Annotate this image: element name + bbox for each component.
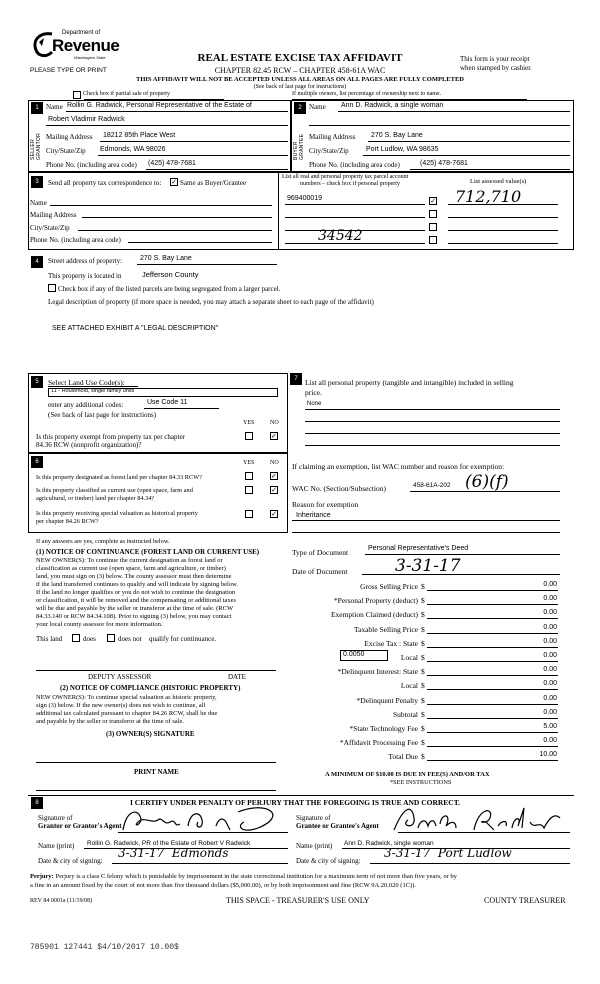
- wac-number[interactable]: 458-61A-202: [413, 482, 451, 489]
- tax-row-currency: $: [421, 667, 425, 676]
- current-use-question-1: Is this property classified as current use (open space, farm and: [36, 487, 193, 494]
- print-name-label: PRINT NAME: [134, 768, 179, 776]
- forest-question: Is this property designated as forest land per chapter 84.33 RCW?: [36, 474, 202, 481]
- personal-property-value[interactable]: None: [307, 401, 322, 407]
- buyer-name[interactable]: Ann D. Radwick, a single woman: [341, 102, 444, 109]
- tax-row-currency: $: [421, 710, 425, 719]
- tax-row-amount[interactable]: 5.00: [543, 723, 557, 730]
- street-label: Street address of property:: [48, 257, 123, 265]
- grantor-date-label: Date & city of signing:: [38, 857, 103, 865]
- tax-row-amount[interactable]: 0.00: [543, 737, 557, 744]
- forest-yes-checkbox[interactable]: [245, 472, 253, 480]
- owner-signature-label: (3) OWNER(S) SIGNATURE: [106, 730, 195, 738]
- tax-row-currency: $: [421, 724, 425, 733]
- historic-no-checkbox[interactable]: ✓: [271, 510, 277, 518]
- section-1-badge: 1: [31, 102, 43, 114]
- section-4-badge: 4: [31, 256, 43, 268]
- seller-name-label: Name: [46, 103, 63, 111]
- parcel-header-1: List all real and personal property tax parcel account: [282, 174, 409, 180]
- tax-row-currency: $: [421, 596, 425, 605]
- s3-phone-label: Phone No. (including area code): [30, 236, 121, 244]
- any-yes-note: If any answers are yes, complete as instructed below.: [36, 538, 170, 545]
- grantee-signature-icon[interactable]: [390, 802, 570, 836]
- receipt-note-1: This form is your receipt: [460, 55, 530, 63]
- tax-row-amount[interactable]: 10.00: [539, 751, 557, 758]
- seller-name-line2[interactable]: Robert Vladimir Radwick: [48, 116, 125, 123]
- compliance-title: (2) NOTICE OF COMPLIANCE (HISTORIC PROPERTY): [60, 684, 241, 692]
- does-not-label: does not: [118, 635, 142, 643]
- parcel-number-2[interactable]: 34542: [318, 228, 363, 244]
- land-use-code[interactable]: 11 - Household, single family units: [51, 388, 135, 394]
- tax-row-label: *Delinquent Interest: State: [337, 667, 418, 676]
- buyer-mailing-label: Mailing Address: [309, 133, 356, 141]
- tax-row-label: *Affidavit Processing Fee: [339, 738, 418, 747]
- tax-row-label: Excise Tax : State: [364, 639, 418, 648]
- additional-codes-label: enter any additional codes:: [48, 401, 124, 409]
- send-correspondence-label: Send all property tax correspondence to:: [48, 179, 162, 187]
- historic-question-2: per chapter 84.26 RCW?: [36, 518, 99, 525]
- continuance-text-2: classification as current use (open space, farm and agriculture, or timber): [36, 565, 226, 572]
- receipt-note-2: when stamped by cashier.: [460, 64, 532, 72]
- logo-state: Washington State: [74, 55, 106, 60]
- additional-codes[interactable]: Use Code 11: [147, 399, 188, 406]
- section-6-badge: 6: [31, 456, 43, 468]
- parcel-header-2: numbers – check box if personal property: [300, 181, 400, 187]
- does-checkbox[interactable]: [72, 634, 80, 642]
- s6-yes-label: YES: [243, 460, 255, 466]
- buyer-phone[interactable]: (425) 478-7681: [420, 160, 468, 167]
- grantor-name[interactable]: Rollin G. Radwick, PR of the Estate of Robert V Radwick: [87, 840, 251, 847]
- compliance-text-3: additional tax calculated pursuant to chapter 84.26 RCW, shall be due: [36, 710, 218, 717]
- tax-row-label: *State Technology Fee: [349, 724, 418, 733]
- tax-row-amount[interactable]: 0.00: [543, 666, 557, 673]
- exempt-question-1: Is this property exempt from property tax per chapter: [36, 433, 185, 441]
- tax-row-currency: $: [421, 696, 425, 705]
- print-note: PLEASE TYPE OR PRINT: [30, 67, 107, 74]
- tax-row-currency: $: [421, 653, 425, 662]
- seller-city-label: City/State/Zip: [46, 147, 86, 155]
- tax-row-amount[interactable]: 0.00: [543, 638, 557, 645]
- logo-name: Revenue: [52, 36, 120, 55]
- perjury-notice: [30, 872, 576, 890]
- county[interactable]: Jefferson County: [142, 270, 199, 279]
- segregated-checkbox[interactable]: [48, 284, 56, 292]
- perjury-text-2: a fine in an amount fixed by the court of not more than five thousand dollars ($5,000.00), or by both imprisonment and fine (RCW 9A.20.020 (1C)).: [30, 882, 417, 889]
- exempt-question-2: 84.36 RCW (nonprofit organization)?: [36, 441, 142, 449]
- assessed-value-1[interactable]: 712,710: [455, 187, 522, 206]
- compliance-text-2: sign (3) below. If the new owner(s) does not wish to continue, all: [36, 702, 206, 709]
- tax-row-currency: $: [421, 681, 425, 690]
- minimum-note: A MINIMUM OF $10.00 IS DUE IN FEE(S) AND/OR TAX: [325, 771, 490, 778]
- exempt-yes-checkbox[interactable]: [245, 432, 253, 440]
- buyer-mailing[interactable]: 270 S. Bay Lane: [371, 132, 423, 139]
- seller-mailing-label: Mailing Address: [46, 133, 93, 141]
- tax-row-label: Taxable Selling Price: [353, 625, 418, 634]
- continuance-text-9: your local county assessor for more information.: [36, 621, 163, 628]
- warning-line: THIS AFFIDAVIT WILL NOT BE ACCEPTED UNLESS ALL AREAS ON ALL PAGES ARE FULLY COMPLETED: [136, 76, 464, 83]
- grantee-name-label: Name (print): [296, 842, 333, 850]
- buyer-grantee-label: BUYER GRANTEE: [293, 133, 305, 160]
- tax-row-currency: $: [421, 738, 425, 747]
- s3-city-label: City/State/Zip: [30, 224, 70, 232]
- personal-property-label-2: price.: [305, 388, 322, 397]
- buyer-city[interactable]: Port Ludlow, WA 98635: [366, 146, 439, 153]
- continuance-title: (1) NOTICE OF CONTINUANCE (FOREST LAND OR CURRENT USE): [36, 548, 260, 556]
- logo-dept: Department of: [62, 30, 101, 36]
- partial-sale-label: Check box if partial sale of property: [83, 91, 170, 97]
- multiple-owners-note: If multiple owners, list percentage of ownership next to name.: [292, 91, 442, 97]
- street-address[interactable]: 270 S. Bay Lane: [140, 255, 192, 262]
- reason-label: Reason for exemption: [292, 500, 359, 509]
- tax-row-label: Gross Selling Price: [360, 582, 418, 591]
- grantee-date-label: Date & city of signing:: [296, 857, 361, 865]
- s6-no-label: NO: [270, 460, 279, 466]
- tax-row-currency: $: [421, 610, 425, 619]
- tax-row-amount[interactable]: 0.00: [543, 581, 557, 588]
- assessed-header: List assessed value(s): [470, 178, 527, 185]
- personal-property-label-1: List all personal property (tangible and intangible) included in selling: [305, 378, 514, 387]
- recording-stamp: 785901 127441 $4/10/2017 10.00$: [30, 943, 179, 952]
- tax-row-amount[interactable]: 0.00: [543, 709, 557, 716]
- continuance-text-4: if the land transferred continues to qualify and will indicate by signing below.: [36, 581, 238, 588]
- parcel-number-1[interactable]: 969400019: [287, 195, 323, 202]
- segregated-label: Check box if any of the listed parcels are being segregated from a larger parcel.: [58, 285, 281, 293]
- tax-row-amount[interactable]: 0.00: [543, 652, 557, 659]
- parcel-3-personal-checkbox[interactable]: [429, 223, 437, 231]
- certify-statement: I CERTIFY UNDER PENALTY OF PERJURY THAT THE FOREGOING IS TRUE AND CORRECT.: [130, 798, 461, 807]
- tax-row-label: Subtotal: [392, 710, 418, 719]
- grantor-name-label: Name (print): [38, 842, 75, 850]
- perjury-bold: Perjury:: [30, 873, 54, 880]
- exempt-no-checkbox[interactable]: ✓: [271, 432, 277, 440]
- tax-row-label: *Personal Property (deduct): [333, 596, 418, 605]
- parcel-1-personal-checkbox[interactable]: ✓: [430, 197, 436, 205]
- exemption-reason[interactable]: Inheritance: [296, 512, 331, 519]
- seller-name-line1[interactable]: Rollin G. Radwick, Personal Representative of the Estate of: [67, 102, 252, 109]
- buyer-name-label: Name: [309, 103, 326, 111]
- grantor-sig-label-2: Grantor or Grantor's Agent: [38, 822, 122, 830]
- grantee-name[interactable]: Ann D. Radwick, single woman: [344, 840, 434, 847]
- local-rate[interactable]: 0.0050: [343, 651, 365, 658]
- tax-row-label: Total Due: [388, 752, 418, 761]
- historic-question-1: Is this property receiving special valuation as historical property: [36, 510, 198, 517]
- seller-city[interactable]: Edmonds, WA 98026: [100, 146, 166, 153]
- seller-phone[interactable]: (425) 478-7681: [148, 160, 196, 167]
- section-7-badge: 7: [290, 373, 302, 385]
- doc-type-label: Type of Document: [292, 548, 349, 557]
- tax-row-amount[interactable]: 0.00: [543, 680, 557, 687]
- deputy-assessor-label: DEPUTY ASSESSOR: [88, 673, 152, 681]
- continuance-text-6: or classification, it will be removed and the compensating or additional taxes: [36, 597, 236, 604]
- this-land-label: This land: [36, 635, 63, 643]
- seller-mailing[interactable]: 18212 85th Place West: [103, 132, 176, 139]
- grantee-sig-label-1: Signature of: [296, 814, 331, 822]
- continuance-text-3: land, you must sign on (3) below. The county assessor must then determine: [36, 573, 232, 580]
- exemption-label: If claiming an exemption, list WAC number and reason for exemption:: [292, 462, 505, 471]
- wac-label: WAC No. (Section/Subsection): [292, 484, 386, 493]
- current-use-yes-checkbox[interactable]: [245, 486, 253, 494]
- grantee-date-city[interactable]: 3-31-17 Port Ludlow: [384, 846, 512, 860]
- chapter-line: CHAPTER 82.45 RCW – CHAPTER 458-61A WAC: [214, 66, 386, 75]
- doc-date[interactable]: 3-31-17: [395, 556, 461, 576]
- continuance-text-7: will be due and payable by the seller or transferor at the time of sale. (RCW: [36, 605, 234, 612]
- tax-row-amount[interactable]: 0.00: [543, 595, 557, 602]
- does-label: does: [83, 635, 96, 643]
- perjury-text-1: Perjury is a class C felony which is punishable by imprisonment in the state correctional institution for a maximum term of not more than five years, or by: [53, 873, 457, 880]
- land-use-label: Select Land Use Code(s):: [48, 378, 125, 387]
- continuance-text-1: NEW OWNER(S): To continue the current designation as forest land or: [36, 557, 223, 564]
- located-label: This property is located in: [48, 272, 122, 280]
- section-8-badge: 8: [31, 797, 43, 809]
- tax-row-amount[interactable]: 0.00: [543, 609, 557, 616]
- tax-row-currency: $: [421, 582, 425, 591]
- current-use-no-checkbox[interactable]: ✓: [271, 486, 277, 494]
- same-as-buyer-checkbox[interactable]: ✓: [171, 178, 177, 186]
- see-back-note: (See back of last page for instructions): [253, 84, 347, 90]
- tax-row-currency: $: [421, 752, 425, 761]
- s3-name-label: Name: [30, 199, 47, 207]
- buyer-phone-label: Phone No. (including area code): [309, 161, 400, 169]
- s5-no-label: NO: [270, 420, 279, 426]
- section-2-badge: 2: [294, 102, 306, 114]
- page-title: REAL ESTATE EXCISE TAX AFFIDAVIT: [197, 52, 403, 64]
- tax-row-label: Exemption Claimed (deduct): [330, 610, 418, 619]
- parcel-4-personal-checkbox[interactable]: [429, 236, 437, 244]
- tax-row-currency: $: [421, 639, 425, 648]
- county-treasurer-label: COUNTY TREASURER: [484, 896, 566, 905]
- see-instructions-note: *SEE INSTRUCTIONS: [390, 779, 452, 786]
- doc-type[interactable]: Personal Representative's Deed: [368, 545, 469, 552]
- compliance-text-4: and payable by the seller or transferor at the time of sale.: [36, 718, 184, 725]
- rev-number: REV 84 0001a (11/19/08): [30, 898, 93, 904]
- tax-row-currency: $: [421, 625, 425, 634]
- same-as-buyer-label: Same as Buyer/Grantee: [180, 179, 247, 187]
- continuance-text-5: If the land no longer qualifies or you do not wish to continue the designation: [36, 589, 236, 596]
- s3-mailing-label: Mailing Address: [30, 211, 77, 219]
- qualify-label: qualify for continuance.: [149, 635, 217, 643]
- buyer-city-label: City/State/Zip: [309, 147, 349, 155]
- s5-see-back: (See back of last page for instructions): [48, 411, 157, 419]
- current-use-question-2: agricultural, or timber) land per chapter 84.34?: [36, 495, 155, 502]
- s5-yes-label: YES: [243, 420, 255, 426]
- grantee-sig-label-2: Grantee or Grantee's Agent: [296, 822, 379, 830]
- tax-row-label: Local: [400, 653, 418, 662]
- tax-row-label: Local: [400, 681, 418, 690]
- deputy-date-label: DATE: [228, 673, 246, 681]
- tax-row-amount[interactable]: 0.00: [543, 695, 557, 702]
- continuance-text-8: 84.33.140 or RCW 84.34.108). Prior to signing (3) below, you may contact: [36, 613, 232, 620]
- section-3-badge: 3: [31, 176, 43, 188]
- tax-row-label: *Delinquent Penalty: [356, 696, 418, 705]
- forest-no-checkbox[interactable]: ✓: [271, 472, 277, 480]
- treasurer-use-label: THIS SPACE - TREASURER'S USE ONLY: [226, 896, 370, 905]
- parcel-2-personal-checkbox[interactable]: [429, 210, 437, 218]
- legal-description[interactable]: SEE ATTACHED EXHIBIT A "LEGAL DESCRIPTION": [52, 325, 219, 332]
- grantor-date-city[interactable]: 3-31-17 Edmonds: [118, 846, 229, 860]
- wac-subsection-hand[interactable]: (6)(f): [465, 472, 509, 492]
- grantor-sig-label-1: Signature of: [38, 814, 73, 822]
- legal-label: Legal description of property (if more space is needed, you may attach a separate sheet to each page of the affidavit): [48, 298, 374, 306]
- does-not-checkbox[interactable]: [107, 634, 115, 642]
- historic-yes-checkbox[interactable]: [245, 510, 253, 518]
- seller-grantor-label: SELLER GRANTOR: [30, 132, 42, 160]
- seller-phone-label: Phone No. (including area code): [46, 161, 137, 169]
- section-5-badge: 5: [31, 376, 43, 388]
- compliance-text-1: NEW OWNER(S): To continue special valuation as historic property,: [36, 694, 217, 701]
- grantor-signature-icon[interactable]: [118, 802, 288, 836]
- doc-date-label: Date of Document: [292, 567, 348, 576]
- partial-sale-checkbox[interactable]: [73, 91, 81, 99]
- tax-row-amount[interactable]: 0.00: [543, 624, 557, 631]
